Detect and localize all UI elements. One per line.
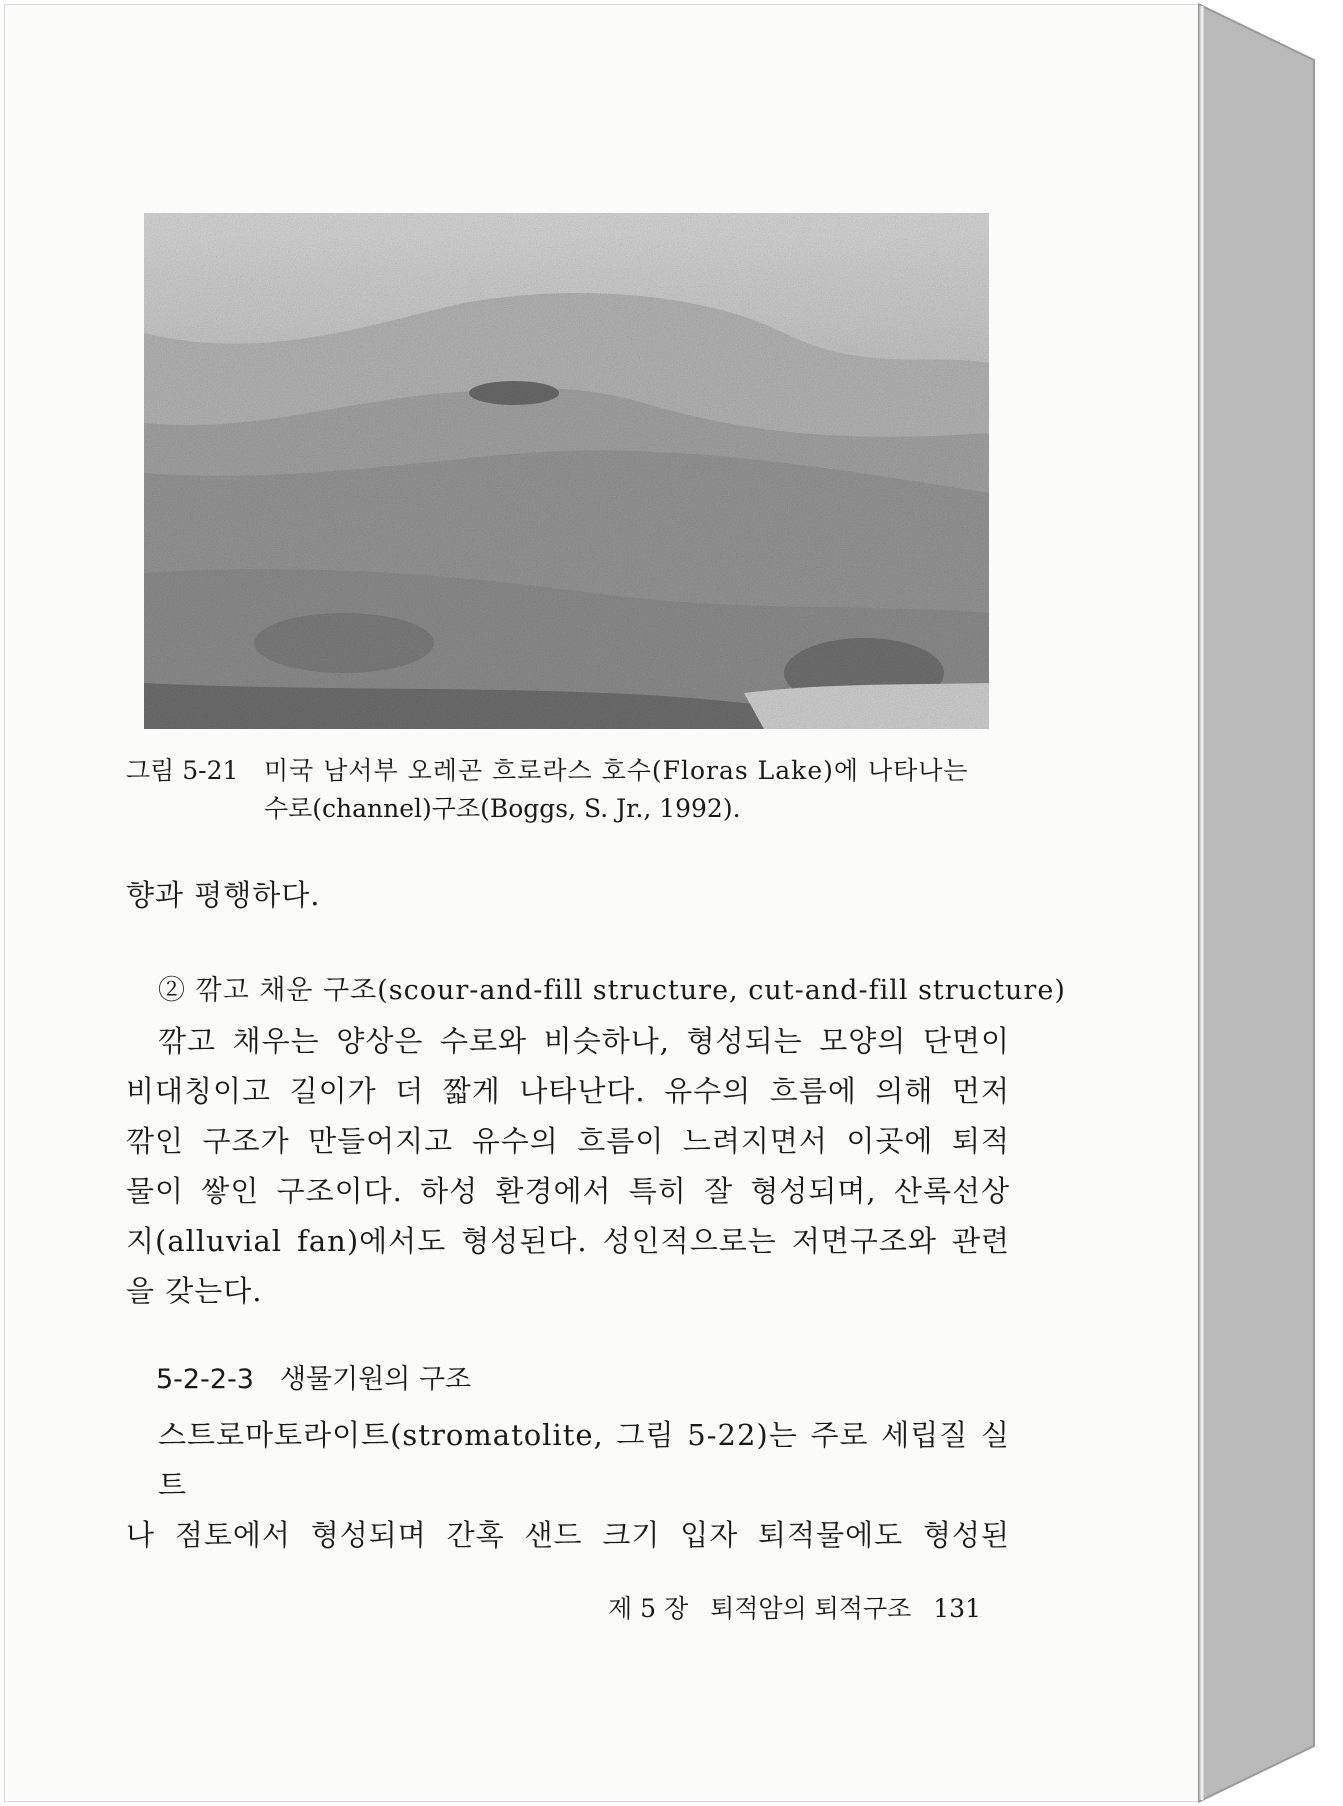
figure-photo [144,213,989,729]
section-number: 5-2-2-3 [156,1364,254,1395]
figure-label: 그림 5-21 [126,756,239,785]
chapter-label: 제 5 장 [608,1594,689,1623]
subheading-scour-and-fill: ② 깎고 채운 구조(scour-and-fill structure, cut-and-fill structure) [158,975,1066,1006]
book-side-edge [1198,0,1316,1806]
chapter-title: 퇴적암의 퇴적구조 [710,1594,912,1623]
paragraph-line: 을 갖는다. [126,1274,263,1308]
caption-line-2: 수로(channel)구조(Boggs, S. Jr., 1992). [264,794,741,823]
paragraph-line: 물이 쌓인 구조이다. 하성 환경에서 특히 잘 형성되며, 산록선상 [126,1174,1010,1208]
page-number: 131 [933,1594,981,1623]
section-heading [156,1360,471,1400]
continuation-text: 향과 평행하다. [126,878,321,912]
paragraph-stromatolite [126,1410,1010,1560]
paragraph-scour-and-fill [126,1016,1010,1316]
paragraph-line: 비대칭이고 길이가 더 짧게 나타난다. 유수의 흐름에 의해 먼저 [126,1074,1010,1108]
paragraph-line: 깎인 구조가 만들어지고 유수의 흐름이 느려지면서 이곳에 퇴적 [126,1124,1010,1158]
caption-line-1: 미국 남서부 오레곤 흐로라스 호수(Floras Lake)에 나타나는 [264,756,969,785]
paragraph-line: 지(alluvial fan)에서도 형성된다. 성인적으로는 저면구조와 관련 [126,1224,1010,1258]
paragraph-line: 나 점토에서 형성되며 간혹 샌드 크기 입자 퇴적물에도 형성된 [126,1518,1010,1552]
paragraph-line: 스트로마토라이트(stromatolite, 그림 5-22)는 주로 세립질 실트 [158,1418,1010,1502]
running-footer [608,1592,981,1626]
section-title: 생물기원의 구조 [279,1364,472,1395]
paragraph-line: 깎고 채우는 양상은 수로와 비슷하나, 형성되는 모양의 단면이 [158,1024,1010,1058]
